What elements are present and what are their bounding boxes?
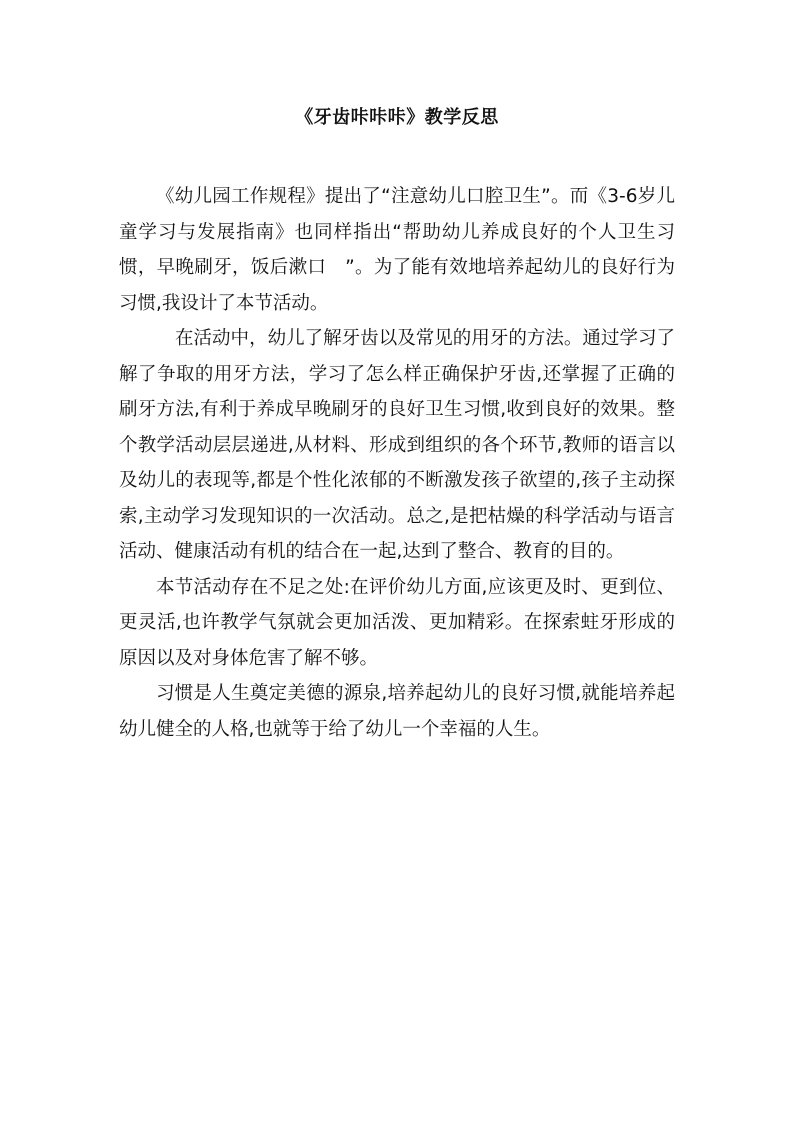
document-title: 《牙齿咔咔咔》教学反思 (295, 107, 499, 128)
document-body (119, 179, 675, 747)
paragraph-1: 《幼儿园工作规程》提出了“注意幼儿口腔卫生”。而《3-6岁儿童学习与发展指南》也同样指出“帮助幼儿养成良好的个人卫生习惯，早晚刷牙，饭后漱口 ”。为了能有效地培养起幼儿的良好行为习惯,我设计了本节活动。 (119, 186, 675, 314)
paragraph-2: 在活动中，幼儿了解牙齿以及常见的用牙的方法。通过学习了解了争取的用牙方法，学习了怎么样正确保护牙齿,还掌握了正确的刷牙方法,有利于养成早晚刷牙的良好卫生习惯,收到良好的效果。整个教学活动层层递进,从材料、形成到组织的各个环节,教师的语言以及幼儿的表现等,都是个性化浓郁的不断激发孩子欲望的,孩子主动探索,主动学习发现知识的一次活动。总之,是把枯燥的科学活动与语言活动、健康活动有机的结合在一起,达到了整合、教育的目的。 (119, 328, 675, 562)
paragraph-4: 习惯是人生奠定美德的源泉,培养起幼儿的良好习惯,就能培养起幼儿健全的人格,也就等于给了幼儿一个幸福的人生。 (119, 683, 675, 740)
paragraph-3: 本节活动存在不足之处:在评价幼儿方面,应该更及时、更到位、更灵活,也许教学气氛就会更加活泼、更加精彩。在探索蛀牙形成的原因以及对身体危害了解不够。 (119, 576, 675, 669)
